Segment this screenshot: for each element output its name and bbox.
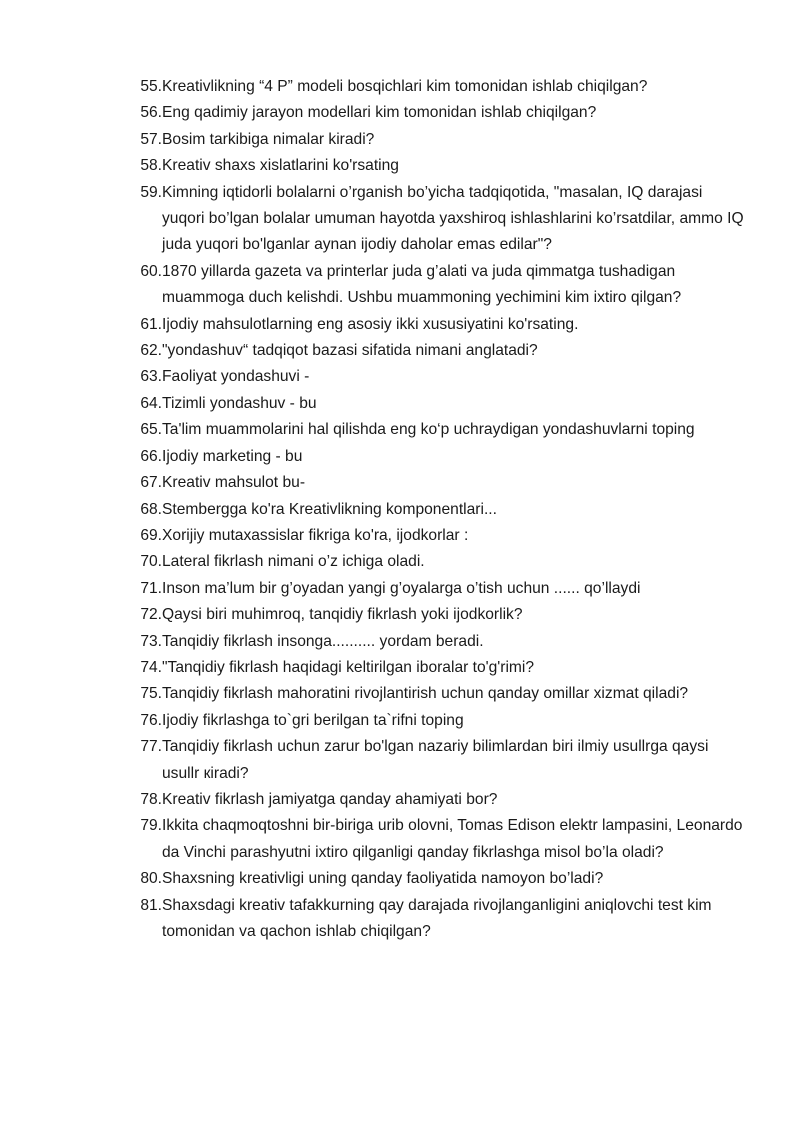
question-text: Tanqidiy fikrlash insonga.......... yordam beradi. (162, 632, 484, 650)
question-text: 1870 yillarda gazeta va printerlar juda g’alati va juda qimmatga tushadigan muammoga duch kelishdi. Ushbu muammoning yechimini kim ixtiro qilgan? (162, 262, 682, 307)
question-number: 58. (140, 157, 162, 175)
question-text: Faoliyat yondashuvi - (162, 368, 310, 386)
question-number: 71. (140, 579, 162, 597)
question-text: Lateral fikrlash nimani o’z ichiga oladi. (162, 553, 425, 571)
list-item (140, 629, 747, 655)
question-text: Kreativlikning “4 P” modeli bosqichlari kim tomonidan ishlab chiqilgan? (162, 78, 648, 95)
question-list (0, 74, 800, 945)
question-text: Eng qadimiy jarayon modellari kim tomonidan ishlab chiqilgan? (162, 104, 597, 122)
question-text: Xorijiy mutaxassislar fikriga ko'ra, ijodkorlar : (162, 526, 469, 544)
question-text: Kreativ shaxs xislatlarini ko'rsating (162, 157, 399, 175)
list-item (140, 100, 747, 126)
list-item (140, 523, 747, 549)
question-number: 64. (140, 394, 162, 412)
question-text: Tanqidiy fikrlash uchun zarur bo'lgan nazariy bilimlardan biri ilmiy usullrga qaysi usullr кiradi? (162, 738, 709, 782)
question-number: 77. (140, 738, 162, 756)
question-number: 74. (140, 658, 162, 676)
question-text: Bosim tarkibiga nimalar kiradi? (162, 130, 375, 148)
question-number: 67. (140, 474, 162, 492)
list-item (140, 444, 747, 470)
question-text: Shaxsdagi kreativ tafakkurning qay darajada rivojlanganligini aniqlovchi test kim tomonidan va qachon ishlab chiqilgan? (162, 896, 712, 940)
question-number: 72. (140, 606, 162, 624)
list-item (140, 734, 747, 787)
list-item (140, 866, 747, 892)
question-number: 81. (140, 896, 162, 914)
question-number: 60. (140, 262, 162, 280)
question-number: 75. (140, 685, 162, 703)
question-text: Shaxsning kreativligi uning qanday faoliyatida namoyon bo’ladi? (162, 870, 604, 888)
list-item (140, 259, 747, 312)
question-number: 69. (140, 526, 162, 544)
question-number: 68. (140, 500, 162, 518)
question-number: 76. (140, 711, 162, 729)
list-item (140, 497, 747, 523)
question-text: Ta'lim muammolarini hal qilishda eng ko‘p uchraydigan yondashuvlarni toping (162, 421, 695, 439)
question-number: 70. (140, 553, 162, 571)
list-item (140, 893, 747, 946)
question-number: 62. (140, 342, 162, 360)
question-number: 79. (140, 817, 162, 835)
list-item (140, 153, 747, 179)
list-item (140, 602, 747, 628)
list-item (140, 180, 747, 259)
list-item (140, 655, 747, 681)
question-text: "yondashuv“ tadqiqot bazasi sifatida nimani anglatadi? (162, 342, 538, 360)
list-item (140, 681, 747, 707)
question-text: Tanqidiy fikrlash mahoratini rivojlantirish uchun qanday omillar xizmat qiladi? (162, 685, 689, 703)
question-text: Stembergga ko'ra Kreativlikning komponentlari... (162, 500, 497, 518)
question-number: 55. (140, 78, 162, 95)
list-item (140, 576, 747, 602)
question-number: 78. (140, 790, 162, 808)
question-text: Qaysi biri muhimroq, tanqidiy fikrlash yoki ijodkorlik? (162, 606, 523, 624)
question-text: Ijodiy marketing - bu (162, 447, 303, 465)
list-item (140, 708, 747, 734)
list-item (140, 338, 747, 364)
question-number: 65. (140, 421, 162, 439)
question-number: 73. (140, 632, 162, 650)
question-text: Tizimli yondashuv - bu (162, 394, 317, 412)
list-item (140, 391, 747, 417)
list-item (140, 364, 747, 390)
question-text: Kreativ fikrlash jamiyatga qanday ahamiyati bor? (162, 790, 498, 808)
question-text: Ijodiy mahsulotlarning eng asosiy ikki xususiyatini ko'rsating. (162, 315, 579, 333)
question-number: 66. (140, 447, 162, 465)
list-item (140, 127, 747, 153)
question-number: 59. (140, 183, 162, 201)
question-number: 61. (140, 315, 162, 333)
question-text: Kreativ mahsulot bu- (162, 474, 306, 492)
question-number: 56. (140, 104, 162, 122)
question-text: "Tanqidiy fikrlash haqidagi keltirilgan iboralar to'g'rimi? (162, 658, 535, 676)
question-number: 57. (140, 130, 162, 148)
list-item (140, 787, 747, 813)
list-item (140, 74, 747, 100)
question-text: Inson ma’lum bir g’oyadan yangi g’oyalarga o’tish uchun ...... qo’llaydi (162, 579, 641, 597)
list-item (140, 470, 747, 496)
question-text: Kimning iqtidorli bolalarni o’rganish bo’yicha tadqiqotida, "masalan, IQ darajasi yuqori bo’lgan bolalar umuman hayotda yaxshiroq ishlashlarini ko’rsatdilar, ammo IQ juda yuqori bo'lganlar aynan ijodiy daholar emas edilar"? (162, 183, 744, 254)
question-text: Ikkita chaqmoqtoshni bir-biriga urib olovni, Tomas Edison elektr lampasini, Leonardo da Vinchi parashyutni ixtiro qilganligi qanday fikrlashga misol bo’la oladi? (162, 817, 743, 861)
question-number: 63. (140, 368, 162, 386)
question-number: 80. (140, 870, 162, 888)
list-item (140, 417, 747, 443)
question-text: Ijodiy fikrlashga to`gri berilgan ta`rifni toping (162, 711, 464, 729)
list-item (140, 813, 747, 866)
list-item (140, 549, 747, 575)
list-item (140, 312, 747, 338)
